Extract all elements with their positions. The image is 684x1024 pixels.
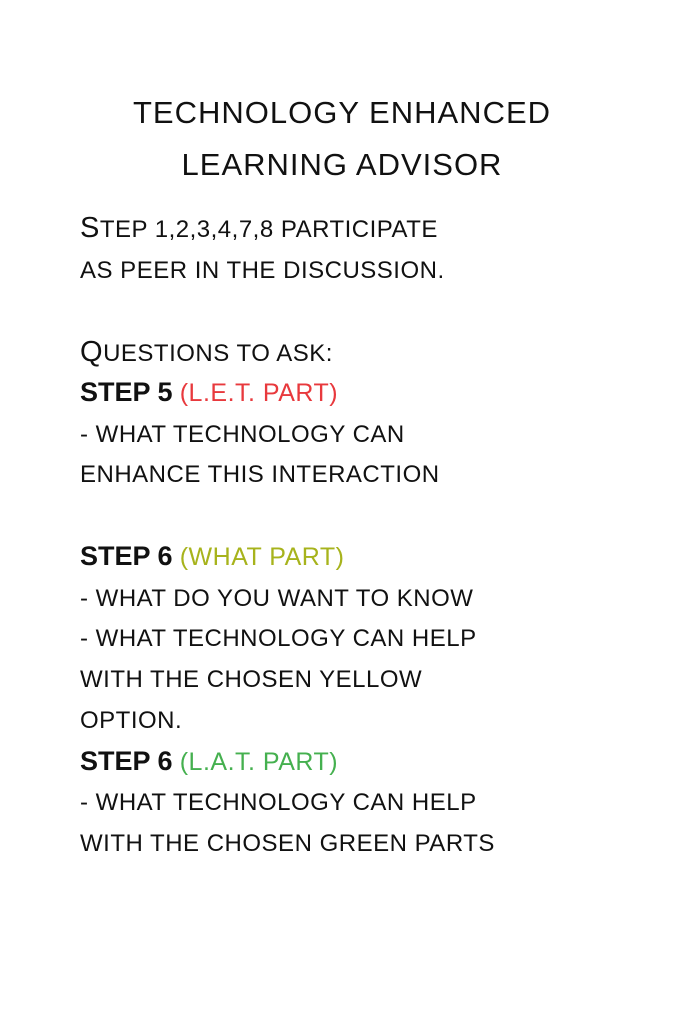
- part-label-what: (WHAT PART): [179, 543, 345, 571]
- intro-initial-cap: S: [80, 212, 100, 244]
- step-label: STEP 5: [80, 377, 173, 407]
- section-line: ENHANCE THIS INTERACTION: [80, 461, 440, 488]
- section-line: - WHAT DO YOU WANT TO KNOW: [80, 585, 474, 612]
- section-heading-step-6-lat: [80, 741, 338, 783]
- intro-line-2: AS PEER IN THE DISCUSSION.: [80, 257, 445, 284]
- title-line-1: TECHNOLOGY ENHANCED: [132, 95, 552, 130]
- section-line: - WHAT TECHNOLOGY CAN HELP: [80, 625, 477, 652]
- intro-line-1-text: TEP 1,2,3,4,7,8 PARTICIPATE: [99, 216, 438, 243]
- part-label-lat: (L.A.T. PART): [179, 748, 339, 776]
- intro-line-1: [80, 208, 438, 250]
- section-line: - WHAT TECHNOLOGY CAN: [80, 421, 405, 448]
- section-line: WITH THE CHOSEN GREEN PARTS: [80, 830, 495, 857]
- section-line: OPTION.: [80, 707, 183, 734]
- step-label: STEP 6: [80, 746, 173, 776]
- step-label: STEP 6: [80, 541, 173, 571]
- questions-heading-text: UESTIONS TO ASK:: [103, 340, 333, 367]
- section-heading-step-5: [80, 372, 338, 414]
- questions-heading: [80, 332, 333, 374]
- title-line-2: LEARNING ADVISOR: [181, 147, 503, 182]
- section-line: WITH THE CHOSEN YELLOW: [80, 666, 423, 693]
- section-heading-step-6-what: [80, 536, 345, 578]
- section-line: - WHAT TECHNOLOGY CAN HELP: [80, 789, 477, 816]
- part-label-let: (L.E.T. PART): [179, 379, 339, 407]
- questions-initial-cap: Q: [80, 336, 104, 368]
